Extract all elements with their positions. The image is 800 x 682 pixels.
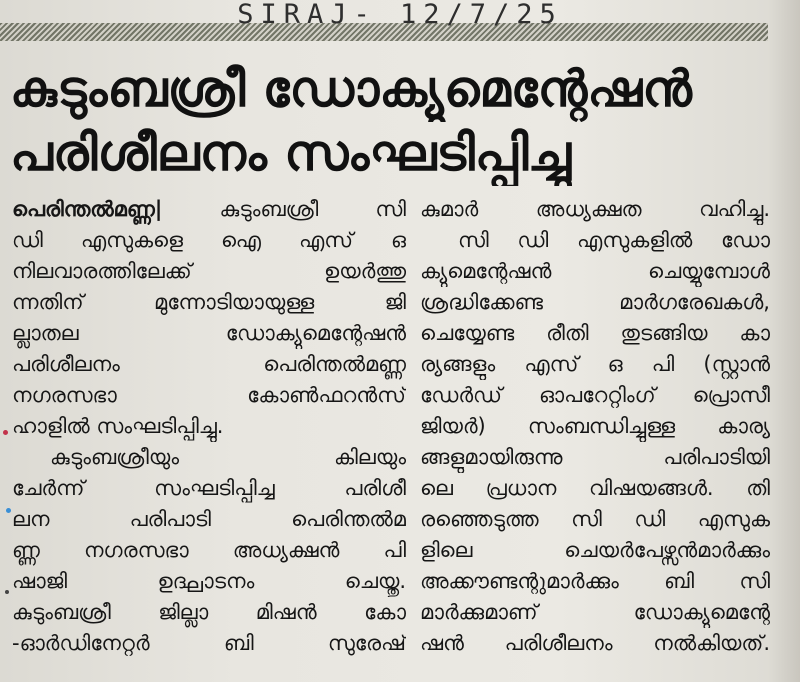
article-line: ഹാളിൽ സംഘടിപ്പിച്ചു. (12, 414, 224, 438)
article-headline (10, 58, 780, 186)
article-line: രഞ്ഞെടുത്ത സി ഡി എസുക (420, 507, 770, 531)
article-line: ശ്രദ്ധിക്കേണ്ട മാർഗരേഖകൾ, (420, 290, 770, 314)
article-line (12, 194, 406, 225)
article-line: നഗരസഭാ കോൺഫറൻസ് (12, 383, 406, 407)
article-line-text: കുടുംബശ്രീ സി (219, 197, 406, 221)
article-left-column (12, 194, 406, 662)
article-line: ഡേർഡ് ഓപറേറ്റിംഗ് പ്രൊസീ (420, 383, 770, 407)
article-line: ല്ലാതല ഡോക്യുമെന്റേഷൻ (12, 321, 406, 345)
dateline: പെരിന്തൽമണ്ണ| (12, 197, 163, 221)
margin-ink-dot (5, 590, 9, 594)
article-line: ലെ പ്രധാന വിഷയങ്ങൾ. തി (420, 476, 770, 500)
article-line: ങ്ങളുമായിരുന്നു പരിപാടിയി (420, 445, 770, 469)
article-line: ഷൻ പരിശീലനം നൽകിയത്. (420, 631, 770, 655)
margin-ink-dot (3, 430, 8, 435)
article-line: ഷാജി ഉദ്ഘാടനം ചെയ്തു. (12, 569, 406, 593)
article-line: ചേർന്ന് സംഘടിപ്പിച്ച പരിശീ (12, 476, 406, 500)
article-line: അക്കൗണ്ടന്റുമാർക്കും ബി സി (420, 569, 770, 593)
article-line: മാർക്കുമാണ് ഡോക്യുമെന്റേ (420, 600, 770, 624)
article-line: കുടുംബശ്രീയും കിലയും (50, 445, 406, 469)
article-line: ഡി എസുകളെ ഐ എസ് ഒ (12, 228, 406, 252)
article-line: ലന പരിപാടി പെരിന്തൽമ (12, 507, 406, 531)
article-line: സി ഡി എസുകളിൽ ഡോ (458, 228, 770, 252)
article-line: ന്നതിന് മുന്നോടിയായുള്ള ജി (12, 290, 406, 314)
article-line: കുടുംബശ്രീ ജില്ലാ മിഷൻ കോ (12, 600, 406, 624)
margin-ink-dot (6, 508, 11, 513)
article-line: ളിലെ ചെയർപേഴ്സൻമാർക്കും (420, 538, 770, 562)
article-line: ണ്ണ നഗരസഭാ അധ്യക്ഷൻ പി (12, 538, 406, 562)
article-line: ചെയ്യേണ്ട രീതി തുടങ്ങിയ കാ (420, 321, 770, 345)
article-right-column (420, 194, 770, 662)
article-line: ജിയർ) സംബന്ധിച്ചുള്ള കാര്യ (420, 414, 770, 438)
article-line: ര്യങ്ങളും എസ് ഒ പി (സ്റ്റാൻ (420, 352, 770, 376)
article-line: കുമാർ അധ്യക്ഷത വഹിച്ചു. (420, 197, 770, 221)
article-line: -ഓർഡിനേറ്റർ ബി സുരേഷ് (12, 631, 406, 655)
headline-line-2: പരിശീലനം സംഘടിപ്പിച്ചു (10, 124, 572, 182)
article-line: ക്യുമെന്റേഷൻ ചെയ്യുമ്പോൾ (420, 259, 770, 283)
article-line: നിലവാരത്തിലേക്ക് ഉയർത്തു (12, 259, 406, 283)
article-line: പരിശീലനം പെരിന്തൽമണ്ണ (12, 352, 406, 376)
handwritten-source-note: SIRAJ- 12/7/25 (237, 0, 563, 30)
headline-line-1: കുടുംബശ്രീ ഡോക്യുമെന്റേഷൻ (10, 60, 692, 118)
